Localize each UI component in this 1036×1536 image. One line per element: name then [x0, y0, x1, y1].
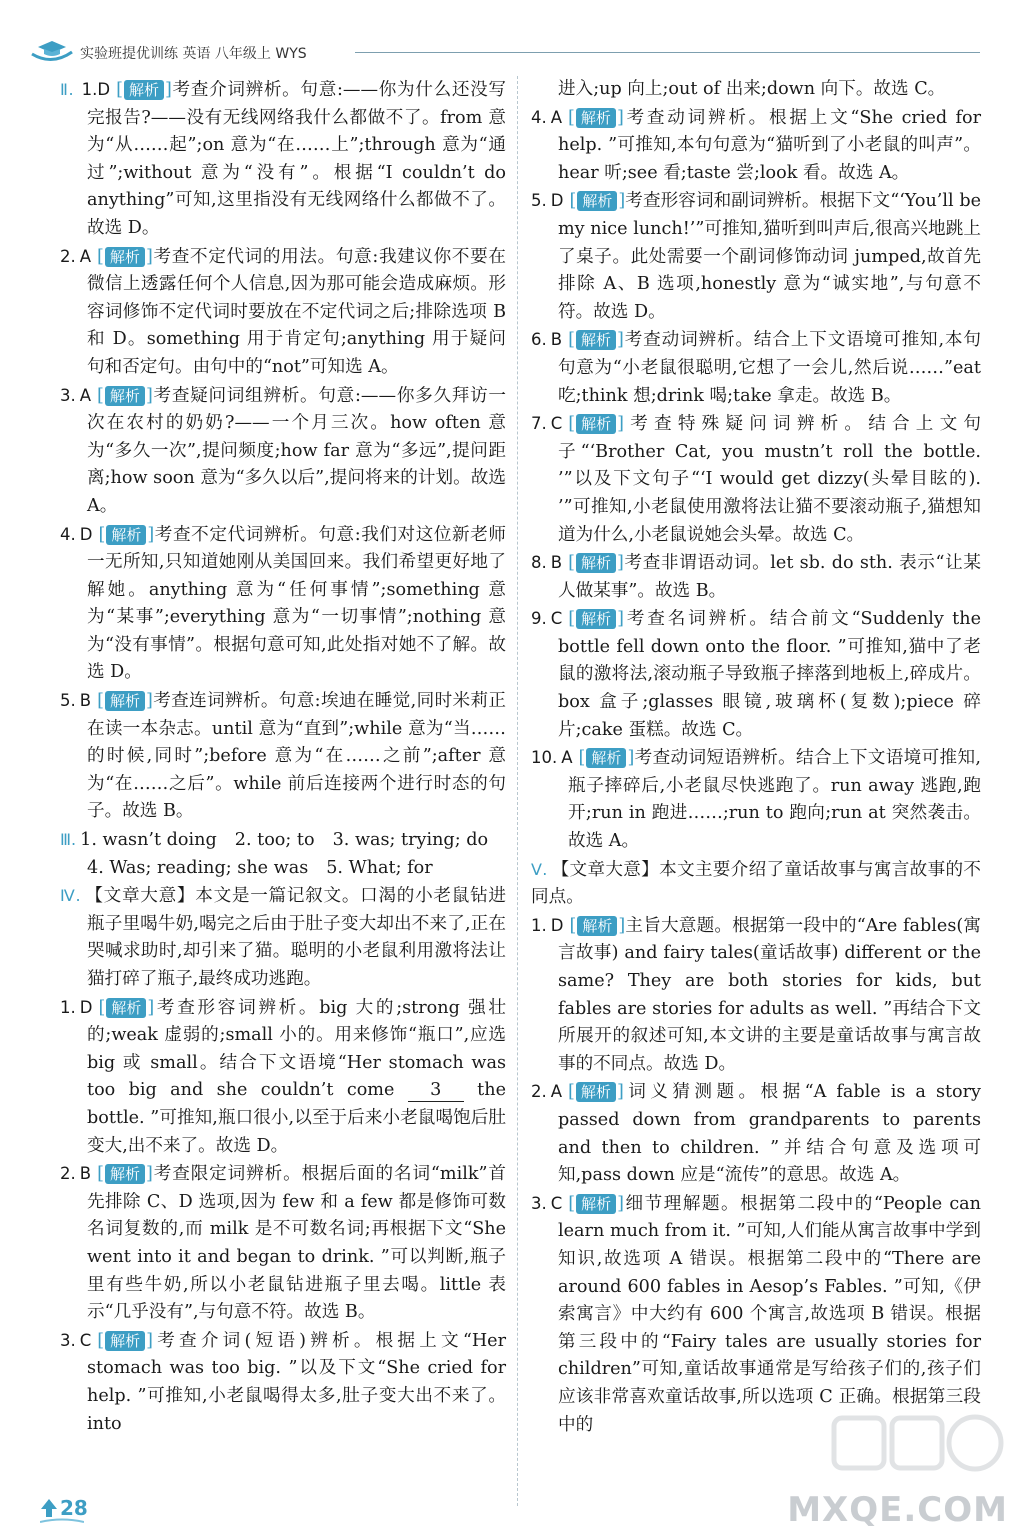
- explanation-text: 考查动词辨析。根据上文“She cried for help. ”可推知,本句句意为“猫听到了小老鼠的叫声”。hear 听;see 看;taste 尝;look 看。故选 A。: [558, 107, 981, 183]
- section-3-answers-line-1: Ⅲ. 1. wasn’t doing 2. too; to 3. was; trying; do: [60, 830, 489, 851]
- summary-text: 本文主要介绍了童话故事与寓言故事的不同点。: [531, 859, 981, 908]
- answer-letter: C: [550, 609, 563, 629]
- analysis-tag: [ 解析 ]: [98, 524, 155, 545]
- answer-letter: D: [79, 524, 93, 544]
- section-4-summary: [60, 882, 506, 993]
- analysis-tag: [ 解析 ]: [568, 553, 624, 574]
- column-divider: [517, 76, 518, 1506]
- explanation-text-cont: the bottle. ”可推知,瓶口很小,以至于后来小老鼠喝饱后肚变大,出不来了。故选 D。: [87, 1080, 506, 1156]
- explanation-text: 考查非谓语动词。let sb. do sth. 表示“让某人做某事”。故选 B。: [558, 553, 981, 601]
- answer-letter: C: [79, 1330, 92, 1350]
- answer-letter: D: [550, 915, 564, 935]
- analysis-tag: [ 解析 ]: [568, 609, 625, 630]
- explanation-text: 考查形容词辨析。big 大的;strong 强壮的;weak 虚弱的;small 小的。用来修饰“瓶口”,应选 big 或 small。结合下文语境“Her stomach was too big and she couldn’t come: [87, 997, 506, 1101]
- answer-letter: C: [550, 414, 563, 434]
- analysis-tag: [ 解析 ]: [568, 1193, 625, 1214]
- book-series-title: 实验班提优训练 英语 八年级上 WYS: [80, 46, 307, 62]
- section-5-item-2: 2. A [ 解析 ]词义猜测题。根据“A fable is a story passed down from grandparents to parents and then to children. ”并结合句意及选项可知,pass down 应是“流传”的意思。故选 A。: [531, 1082, 981, 1186]
- answer-letter: A: [561, 748, 573, 768]
- explanation-text: 主旨大意题。根据第一段中的“Are fables(寓言故事) and fairy tales(童话故事) different or the same? They are both stories for kids, but fables are stories for adults as well. ”再结合下文所展开的叙述可知,本文讲的主要是童话故事与寓言故事的不同点。故选 D。: [558, 915, 981, 1074]
- section-4-item-8: 8. B [ 解析 ]考查非谓语动词。let sb. do sth. 表示“让某人做某事”。故选 B。: [531, 553, 981, 601]
- analysis-tag: [ 解析 ]: [568, 330, 624, 351]
- section-4-item-1: 1. D [ 解析 ]考查形容词辨析。big 大的;strong 强壮的;weak 虚弱的;small 小的。用来修饰“瓶口”,应选 big 或 small。结合下文语境“Her stomach was too big and she couldn’t come 3 the bottle. ”可推知,瓶口很小,以至于后来小老鼠喝饱后肚变大,出不来了。故选 D。: [60, 997, 506, 1156]
- page-number-badge: [40, 1494, 88, 1522]
- section-2-item-4: 4. D [ 解析 ]考查不定代词辨析。句意:我们对这位新老师一无所知,只知道她刚从美国回来。我们希望更好地了解她。anything 意为“任何事情”;something 意为“某事”;everything 意为“一切事情”;nothing 意为“没有事情”。根据句意可知,此处指对她不了解。故选 D。: [60, 524, 506, 683]
- summary-label: 【文章大意】: [84, 886, 196, 907]
- analysis-tag: [ 解析 ]: [97, 246, 153, 267]
- section-5-summary: [531, 856, 981, 912]
- section-5-item-3: 3. C [ 解析 ]细节理解题。根据第二段中的“People can learn much from it. ”可知,人们能从寓言故事中学到知识,故选项 A 错误。根据第二段中的“There are around 600 fables in Aesop’s Fables. ”可知,《伊索寓言》中大约有 600 个寓言,故选项 B 错误。根据第三段中的“Fairy tales are usually stories for children”可知,童话故事通常是写给孩子们的,孩子们应该非常喜欢童话故事,所以选项 C 正确。根据第三段中的: [531, 1193, 981, 1435]
- page-header: [30, 38, 980, 66]
- answer-letter: A: [550, 1082, 563, 1102]
- section-2-item-3: 3. A [ 解析 ]考查疑问词组辨析。句意:——你多久拜访一次在农村的奶奶?——一个月三次。how often 意为“多久一次”,提问频度;how far 意为“多远”,提问距离;how soon 意为“多久以后”,提问将来的计划。故选 A。: [60, 385, 506, 516]
- analysis-tag: [ 解析 ]: [568, 414, 625, 435]
- section-4-item-10: 10. A [ 解析 ]考查动词短语辨析。结合上下文语境可推知,瓶子摔碎后,小老鼠尽快逃跑了。run away 逃跑,跑开;run in 跑进……;run to 跑向;run at 突然袭击。故选 A。: [531, 748, 981, 852]
- explanation-text: 考查疑问词组辨析。句意:——你多久拜访一次在农村的奶奶?——一个月三次。how often 意为“多久一次”,提问频度;how far 意为“多远”,提问距离;how soon 意为“多久以后”,提问将来的计划。故选 A。: [87, 385, 506, 516]
- section-4-item-7: 7. C [ 解析 ]考查特殊疑问词辨析。结合上文句子“‘Brother Cat, you mustn’t roll the bottle. ’”以及下文句子“‘I would get dizzy(头晕目眩的). ’”可推知,小老鼠使用激将法让猫不要滚动瓶子,猫想知道为什么,小老鼠说她会头晕。故选 C。: [531, 414, 981, 545]
- summary-label: 【文章大意】: [551, 859, 660, 880]
- explanation-text: 考查介词(短语)辨析。根据上文“Her stomach was too big. ”以及下文“She cried for help. ”可推知,小老鼠喝得太多,肚子变大出不来了。into: [87, 1330, 506, 1434]
- answer-letter: B: [79, 1164, 92, 1184]
- section-5-item-1: 1. D [ 解析 ]主旨大意题。根据第一段中的“Are fables(寓言故事) and fairy tales(童话故事) different or the same? They are both stories for kids, but fables are stories for adults as well. ”再结合下文所展开的叙述可知,本文讲的主要是童话故事与寓言故事的不同点。故选 D。: [531, 915, 981, 1074]
- answer-letter: C: [550, 1193, 563, 1213]
- answer-letter: B: [79, 691, 92, 711]
- mortarboard-logo-icon: [30, 40, 74, 62]
- explanation-text: 考查限定词辨析。根据后面的名词“milk”首先排除 C、D 选项,因为 few 和 a few 都是修饰可数名词复数的,而 milk 是不可数名词;再根据下文“She went into it and began to drink. ”可以判断,瓶子里有些牛奶,所以小老鼠钻进瓶子里去喝。little 表示“几乎没有”,与句意不符。故选 B。: [87, 1164, 506, 1323]
- section-numeral: Ⅴ.: [531, 859, 548, 879]
- watermark-text: MXQE.COM: [787, 1490, 1008, 1530]
- section-4-item-6: 6. B [ 解析 ]考查动词辨析。结合上下文语境可推知,本句句意为“小老鼠很聪明,它想了一会儿,然后说……”eat 吃;think 想;drink 喝;take 拿走。故选 B。: [531, 330, 981, 406]
- analysis-tag: [ 解析 ]: [568, 107, 624, 128]
- page-number-underline-icon: [40, 1518, 84, 1524]
- section-2-item-5: 5. B [ 解析 ]考查连词辨析。句意:埃迪在睡觉,同时米莉正在读一本杂志。until 意为“直到”;while 意为“当……的时候,同时”;before 意为“在……之前”;after 意为“在……之后”。while 前后连接两个进行时态的句子。故选 B。: [60, 691, 506, 822]
- explanation-text: 考查特殊疑问词辨析。结合上文句子“‘Brother Cat, you mustn’t roll the bottle. ’”以及下文句子“‘I would get dizzy(头晕目眩的). ’”可推知,小老鼠使用激将法让猫不要滚动瓶子,猫想知道为什么,小老鼠说她会头晕。故选 C。: [558, 414, 981, 545]
- analysis-tag: [ 解析 ]: [569, 915, 626, 936]
- explanation-text: 词义猜测题。根据“A fable is a story passed down from grandparents to parents and then to children. ”并结合句意及选项可知,pass down 应是“流传”的意思。故选 A。: [558, 1082, 981, 1186]
- section-4-item-9: 9. C [ 解析 ]考查名词辨析。结合前文“Suddenly the bottle fell down onto the floor. ”可推知,猫中了老鼠的激将法,滚动瓶子导致瓶子摔落到地板上,碎成片。box 盒子;glasses 眼镜,玻璃杯(复数);piece 碎片;cake 蛋糕。故选 C。: [531, 609, 981, 740]
- section-2-item-1: [60, 76, 506, 243]
- explanation-text: 考查不定代词的用法。句意:我建议你不要在微信上透露任何个人信息,因为那可能会造成麻烦。形容词修饰不定代词时要放在不定代词之后;排除选项 B 和 D。something 用于肯定句;anything 用于疑问句和否定句。由句中的“not”可知选 A。: [87, 246, 506, 377]
- answer-letter: D: [550, 191, 564, 211]
- summary-text: 本文是一篇记叙文。口渴的小老鼠钻进瓶子里喝牛奶,喝完之后由于肚子变大却出不来了,正在哭喊求助时,却引来了猫。聪明的小老鼠利用激将法让猫打碎了瓶子,最终成功逃跑。: [87, 886, 506, 989]
- explanation-text: 考查介词辨析。句意:——你为什么还没写完报告?——没有无线网络我什么都做不了。from 意为“从……起”;on 意为“在……上”;through 意为“通过”;without 意为“没有”。根据“I couldn’t do anything”可知,这里指没有无线网络什么都做不了。故选 D。: [87, 80, 506, 238]
- analysis-tag: [ 解析 ]: [116, 80, 172, 100]
- analysis-tag: [ 解析 ]: [97, 1164, 153, 1185]
- answer-letter: B: [550, 330, 563, 350]
- section-4-item-2: 2. B [ 解析 ]考查限定词辨析。根据后面的名词“milk”首先排除 C、D 选项,因为 few 和 a few 都是修饰可数名词复数的,而 milk 是不可数名词;再根据下文“She went into it and began to drink. ”可以判断,瓶子里有些牛奶,所以小老鼠钻进瓶子里去喝。little 表示“几乎没有”,与句意不符。故选 B。: [60, 1164, 506, 1323]
- explanation-text: 考查连词辨析。句意:埃迪在睡觉,同时米莉正在读一本杂志。until 意为“直到”;while 意为“当……的时候,同时”;before 意为“在……之前”;after 意为“在……之后”。while 前后连接两个进行时态的句子。故选 B。: [87, 691, 506, 822]
- analysis-tag: [ 解析 ]: [578, 748, 635, 769]
- analysis-tag: [ 解析 ]: [97, 1330, 154, 1351]
- up-arrow-icon: [40, 1498, 58, 1518]
- blank-3: 3: [408, 1079, 464, 1102]
- analysis-tag: [ 解析 ]: [97, 691, 153, 712]
- analysis-tag: [ 解析 ]: [98, 997, 155, 1018]
- answer-letter: A: [79, 385, 92, 405]
- explanation-text: 考查不定代词辨析。句意:我们对这位新老师一无所知,只知道她刚从美国回来。我们希望更好地了解她。anything 意为“任何事情”;something 意为“某事”;everything 意为“一切事情”;nothing 意为“没有事情”。根据句意可知,此处指对她不了解。故选 D。: [87, 524, 506, 683]
- explanation-text: 细节理解题。根据第二段中的“People can learn much from it. ”可知,人们能从寓言故事中学到知识,故选项 A 错误。根据第二段中的“There are around 600 fables in Aesop’s Fables. ”可知,《伊索寓言》中大约有 600 个寓言,故选项 B 错误。根据第三段中的“Fairy tales are usually stories for children”可知,童话故事通常是写给孩子们的,孩子们应该非常喜欢童话故事,所以选项 C 正确。根据第三段中的: [558, 1193, 981, 1435]
- right-column: [531, 76, 981, 1439]
- section-4-item-4: 4. A [ 解析 ]考查动词辨析。根据上文“She cried for help. ”可推知,本句句意为“猫听到了小老鼠的叫声”。hear 听;see 看;taste 尝;look 看。故选 A。: [531, 107, 981, 183]
- answer-letter: A: [79, 246, 92, 266]
- header-rule: [355, 52, 980, 53]
- analysis-tag: [ 解析 ]: [568, 1082, 624, 1103]
- explanation-text: 考查动词短语辨析。结合上下文语境可推知,瓶子摔碎后,小老鼠尽快逃跑了。run away 逃跑,跑开;run in 跑进……;run to 跑向;run at 突然袭击。故选 A。: [568, 748, 981, 852]
- analysis-tag: [ 解析 ]: [97, 385, 153, 406]
- explanation-text: 考查名词辨析。结合前文“Suddenly the bottle fell down onto the floor. ”可推知,猫中了老鼠的激将法,滚动瓶子导致瓶子摔落到地板上,碎成片。box 盒子;glasses 眼镜,玻璃杯(复数);piece 碎片;cake 蛋糕。故选 C。: [558, 609, 981, 740]
- section-4-item-3: 3. C [ 解析 ]考查介词(短语)辨析。根据上文“Her stomach was too big. ”以及下文“She cried for help. ”可推知,小老鼠喝得太多,肚子变大出不来了。into: [60, 1330, 506, 1434]
- analysis-tag: [ 解析 ]: [569, 191, 626, 212]
- answer-letter: D: [79, 997, 93, 1017]
- section-numeral: Ⅲ.: [60, 830, 77, 850]
- section-4-item-3-continued: 进入;up 向上;out of 出来;down 向下。故选 C。: [558, 79, 946, 99]
- explanation-text: 考查形容词和副词辨析。根据下文“‘You’ll be my nice lunch!’”可推知,猫听到叫声后,很高兴地跳上了桌子。此处需要一个副词修饰动词 jumped,故首先排除 A、B 选项,honestly 意为“诚实地”,与句意不符。故选 D。: [558, 191, 981, 322]
- answer-letter: 1.D: [81, 80, 111, 99]
- explanation-text: 考查动词辨析。结合上下文语境可推知,本句句意为“小老鼠很聪明,它想了一会儿,然后说……”eat 吃;think 想;drink 喝;take 拿走。故选 B。: [558, 330, 981, 406]
- section-numeral: Ⅱ.: [60, 80, 74, 99]
- section-4-item-5: 5. D [ 解析 ]考查形容词和副词辨析。根据下文“‘You’ll be my nice lunch!’”可推知,猫听到叫声后,很高兴地跳上了桌子。此处需要一个副词修饰动词 jumped,故首先排除 A、B 选项,honestly 意为“诚实地”,与句意不符。故选 D。: [531, 191, 981, 322]
- section-3-answers-line-2: 4. Was; reading; she was 5. What; for: [87, 857, 433, 878]
- left-column: [60, 76, 506, 1438]
- section-2-item-2: 2. A [ 解析 ]考查不定代词的用法。句意:我建议你不要在微信上透露任何个人信息,因为那可能会造成麻烦。形容词修饰不定代词时要放在不定代词之后;排除选项 B 和 D。something 用于肯定句;anything 用于疑问句和否定句。由句中的“not”可知选 A。: [60, 246, 506, 377]
- answer-letter: B: [550, 553, 563, 573]
- section-numeral: Ⅳ.: [60, 886, 81, 906]
- answer-letter: A: [550, 107, 563, 127]
- page-number: 28: [60, 1496, 88, 1520]
